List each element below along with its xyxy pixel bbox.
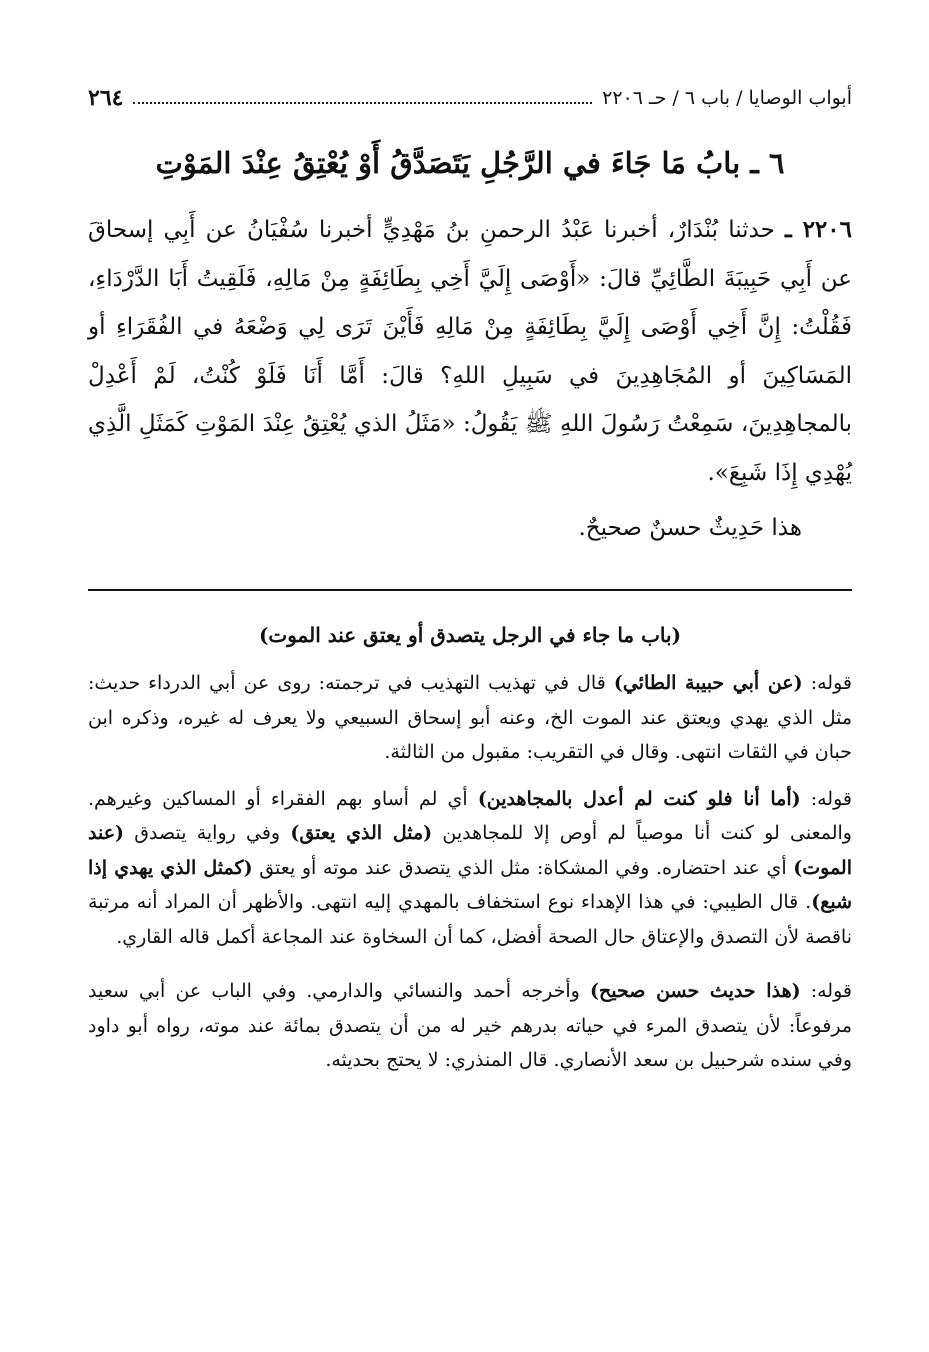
comment-text: . قال الطيبي: في هذا الإهداء نوع استخفاف بالمهدي إليه انتهى. والأظهر أن المراد أنه مرتبة ناقصة لأن التصدق والإعتاق حال الصحة أفضل، كما أن السخاوة عند المجاعة أكمل قاله القاري.	[88, 891, 852, 948]
comment-text: وأخرجه أحمد والنسائي والدارمي. وفي الباب عن أبي سعيد مرفوعاً: لأن يتصدق المرء في حياته بدرهم خير له من أن يتصدق بمائة عند موته، رواه أبو داود وفي سنده شرحبيل بن سعد الأنصاري. قال المنذري: لا يحتج بحديثه.	[88, 980, 852, 1071]
footnote-divider	[88, 589, 852, 591]
comment-quote: (كمثل الذي يهدي إذا شبع)	[88, 856, 852, 913]
hadith-body: حدثنا بُنْدَارٌ، أخبرنا عَبْدُ الرحمنِ بنُ مَهْدِيٍّ أخبرنا سُفْيَانُ عن أَبِي إسحاقَ عن أَبِي حَبِيبَةَ الطَّائِيِّ قالَ: «أَوْصَى إِلَيَّ أَخِي بِطَائِفَةٍ مِنْ مَالِهِ، فَلَقِيتُ أَبَا الدَّرْدَاءِ، فَقُلْتُ: إِنَّ أَخِي أَوْصَى إِلَيَّ بِطَائِفَةٍ مِنْ مَالِهِ فَأَيْنَ تَرَى لِي وَضْعَهُ في الفُقَرَاءِ أو المَسَاكِينَ أو المُجَاهِدِينَ في سَبِيلِ اللهِ؟ قالَ: أَمَّا أَنَا فَلَوْ كُنْتُ، لَمْ أَعْدِلْ بالمجاهِدِينَ، سَمِعْتُ رَسُولَ اللهِ ﷺ يَقُولُ: «مَثَلُ الذي يُعْتِقُ عِنْدَ المَوْتِ كَمَثَلِ الَّذِي يُهْدِي إِذَا شَبِعَ».	[88, 217, 852, 486]
comment-quote: (مثل الذي يعتق)	[290, 822, 433, 844]
leader-dots	[133, 92, 592, 104]
hadith-text	[88, 206, 852, 497]
comment-quote: (عند الموت)	[88, 822, 852, 879]
comment-quote: (هذا حديث حسن صحيح)	[589, 980, 801, 1002]
commentary-paragraph	[88, 666, 852, 770]
running-header-section: أبواب الوصايا / باب ٦ / حـ ٢٢٠٦	[602, 87, 852, 109]
comment-text: قال في تهذيب التهذيب في ترجمته: روى عن أبي الدرداء حديث: مثل الذي يهدي ويعتق عند الموت الخ، وعنه أبو إسحاق السبيعي ولا يعرف له غيره، وذكره ابن حبان في الثقات انتهى. وقال في التقريب: مقبول من الثالثة.	[88, 672, 852, 763]
comment-quote: (أما أنا فلو كنت لم أعدل بالمجاهدين)	[477, 787, 801, 810]
comment-quote: (عن أبي حبيبة الطائي)	[613, 672, 803, 694]
commentary-paragraph	[88, 782, 852, 955]
page-number: ٢٦٤	[88, 85, 124, 111]
commentary-title: (باب ما جاء في الرجل يتصدق أو يعتق عند الموت)	[258, 623, 682, 647]
hadith-number: ٢٢٠٦ ـ	[785, 216, 852, 243]
comment-text: أي لم أساو بهم الفقراء أو المساكين وغيرهم. والمعنى لو كنت أنا موصياً لم أوص إلا للمجاهدين	[88, 787, 852, 844]
book-page	[88, 78, 852, 1078]
comment-text: وفي رواية يتصدق	[134, 822, 281, 844]
running-header	[88, 78, 852, 118]
comment-lead: قوله:	[810, 672, 852, 694]
chapter-title: ٦ ـ بابُ مَا جَاءَ في الرَّجُلِ يَتَصَدَّقُ أَوْ يُعْتِقُ عِنْدَ المَوْتِ	[155, 146, 785, 180]
hadith-grading: هذا حَدِيثٌ حسنٌ صحيحٌ.	[578, 515, 802, 541]
commentary-paragraph	[88, 974, 852, 1078]
comment-lead: قوله:	[810, 787, 852, 810]
comment-text: أي عند احتضاره. وفي المشكاة: مثل الذي يتصدق عند موته أو يعتق	[259, 856, 787, 879]
comment-lead: قوله:	[810, 980, 852, 1002]
